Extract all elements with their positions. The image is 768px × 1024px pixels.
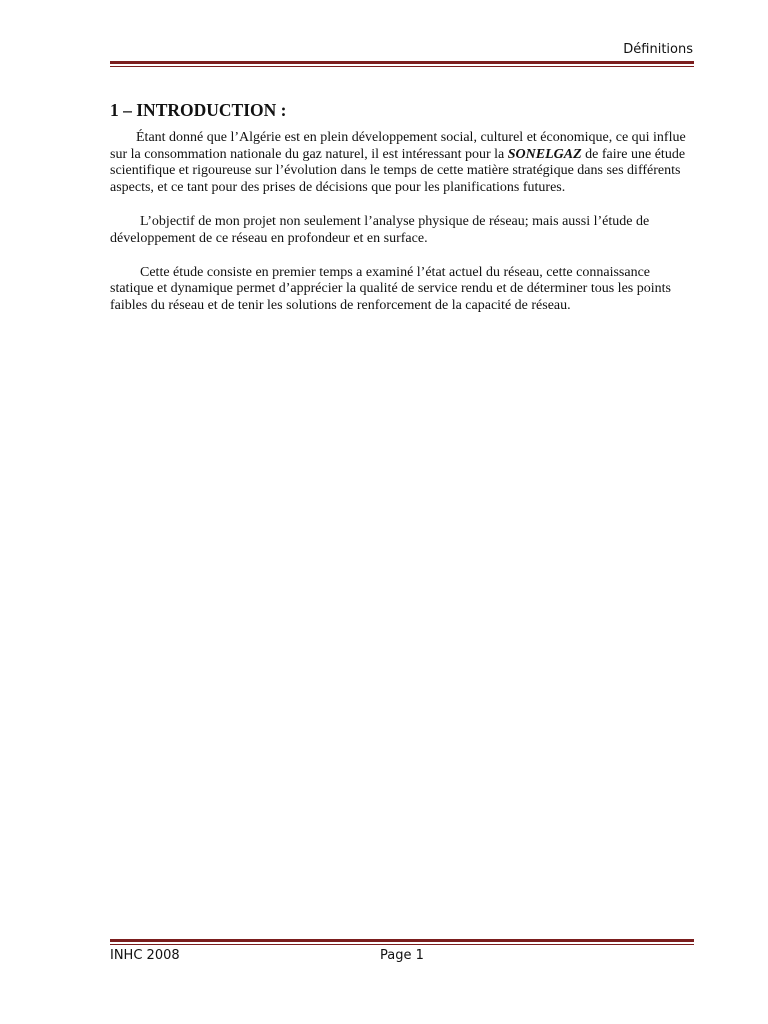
section-heading: 1 – INTRODUCTION : (110, 100, 287, 120)
footer-rule (110, 939, 694, 945)
main-content (110, 102, 696, 332)
sonelgaz-emphasis: SONELGAZ (507, 146, 582, 162)
paragraph-2: L’objectif de mon projet non seulement l’analyse physique de réseau; mais aussi l’étude de développement de ce réseau en profondeur et en surface. (110, 213, 650, 246)
header-rule (110, 61, 694, 67)
footer-institution: INHC 2008 (110, 948, 180, 963)
paragraph-1 (110, 130, 696, 197)
paragraph-1-end: de faire une étude scientifique et rigoureuse sur l’évolution dans le temps de cette matière stratégique dans ses différents aspects, et ce tant pour des prises de décisions que pour les planifications futures. (110, 146, 686, 196)
page-number: Page 1 (380, 948, 424, 963)
paragraph-1-start: Étant donné que l’Algérie est en plein développement social, culturel et économique, ce qui influe sur la consommation nationale du gaz naturel, il est intéressant pour la (110, 129, 686, 162)
paragraph-3: Cette étude consiste en premier temps a examiné l’état actuel du réseau, cette connaissance statique et dynamique permet d’apprécier la qualité de service rendu et de déterminer tous les points faibles du réseau et de tenir les solutions de renforcement de la capacité de réseau. (110, 264, 671, 314)
running-header: Définitions (623, 42, 693, 57)
